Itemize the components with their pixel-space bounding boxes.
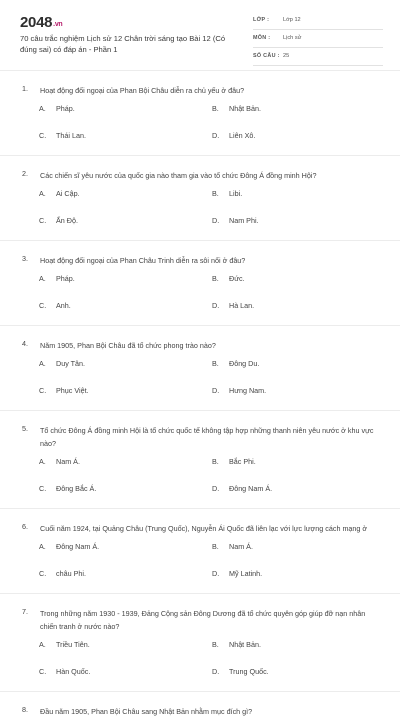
option-text: Nam Á. [56, 457, 80, 466]
option-letter: C. [39, 484, 47, 493]
question-item [0, 155, 400, 240]
question-head [0, 254, 400, 267]
option-text: Bắc Phi. [229, 457, 256, 466]
answer-option[interactable] [212, 274, 245, 283]
option-text: Đức. [229, 274, 245, 283]
answer-option[interactable] [39, 189, 80, 198]
meta-row-count [253, 50, 383, 66]
option-letter: A. [39, 542, 46, 551]
question-head [0, 522, 400, 535]
question-head [0, 424, 400, 450]
question-text: Cuối năm 1924, tại Quảng Châu (Trung Quốc), Nguyễn Ái Quốc đã liên lạc với lực lượng cách mạng ở [40, 524, 368, 533]
meta-label: LỚP : [253, 17, 270, 23]
question-item [0, 508, 400, 593]
answer-option[interactable] [39, 457, 80, 466]
option-letter: A. [39, 274, 46, 283]
option-letter: B. [212, 457, 219, 466]
option-text: Pháp. [56, 104, 75, 113]
question-text: Đầu năm 1905, Phan Bội Châu sang Nhật Bản nhằm mục đích gì? [40, 707, 253, 716]
option-letter: C. [39, 131, 47, 140]
option-text: Đông Du. [229, 359, 260, 368]
option-text: Hàn Quốc. [56, 667, 91, 676]
document-header [0, 0, 400, 70]
meta-row-subject [253, 32, 383, 48]
option-text: Hà Lan. [229, 301, 255, 310]
question-number: 3. [22, 254, 28, 263]
logo-text: 2048 [20, 14, 53, 31]
option-text: Libi. [229, 189, 243, 198]
question-head [0, 607, 400, 633]
option-text: Pháp. [56, 274, 75, 283]
answer-option[interactable] [212, 640, 261, 649]
answer-option[interactable] [212, 484, 272, 493]
option-text: Hưng Nam. [229, 386, 267, 395]
option-text: Thái Lan. [56, 131, 86, 140]
answer-option[interactable] [39, 640, 90, 649]
document-title: 70 câu trắc nghiệm Lịch sử 12 Chân trời sáng tạo Bài 12 (Có đúng sai) có đáp án - Phần 1 [20, 34, 226, 54]
option-text: Đông Bắc Á. [56, 484, 97, 493]
option-letter: A. [39, 104, 46, 113]
question-text: Tổ chức Đông Á đồng minh Hội là tổ chức quốc tế không tập hợp những thanh niên yêu nước ở khu vực nào? [40, 426, 374, 448]
option-letter: A. [39, 457, 46, 466]
question-text: Hoạt động đối ngoại của Phan Bội Châu diễn ra chủ yếu ở đâu? [40, 86, 245, 95]
answer-option[interactable] [212, 359, 259, 368]
answer-options [0, 187, 400, 240]
question-item [0, 410, 400, 508]
answer-option[interactable] [39, 104, 75, 113]
logo-suffix: .vn [53, 21, 63, 28]
option-letter: B. [212, 640, 219, 649]
option-letter: C. [39, 216, 47, 225]
answer-option[interactable] [39, 386, 89, 395]
answer-option[interactable] [39, 542, 99, 551]
meta-info [253, 14, 383, 68]
answer-option[interactable] [39, 569, 86, 578]
meta-value: Lịch sử [283, 35, 302, 41]
option-letter: C. [39, 569, 47, 578]
answer-option[interactable] [39, 359, 85, 368]
question-text: Các chiến sĩ yêu nước của quốc gia nào tham gia vào tổ chức Đông Á đồng minh Hội? [40, 171, 317, 180]
option-letter: D. [212, 301, 220, 310]
meta-value: 25 [283, 53, 290, 59]
answer-option[interactable] [212, 386, 266, 395]
answer-option[interactable] [212, 104, 261, 113]
option-letter: C. [39, 301, 47, 310]
site-logo[interactable] [20, 14, 62, 31]
option-letter: D. [212, 484, 220, 493]
answer-option[interactable] [212, 216, 259, 225]
option-text: Mỹ Latinh. [229, 569, 263, 578]
question-text: Trong những năm 1930 - 1939, Đảng Cộng sản Đông Dương đã tổ chức quyên góp giúp đỡ nạn nhân chiến tranh ở nước nào? [40, 609, 366, 631]
option-letter: D. [212, 386, 220, 395]
answer-options [0, 102, 400, 155]
option-text: Nhật Bản. [229, 640, 261, 649]
option-text: Phục Việt. [56, 386, 89, 395]
answer-option[interactable] [39, 274, 75, 283]
answer-option[interactable] [212, 542, 253, 551]
option-text: Nam Á. [229, 542, 253, 551]
answer-options [0, 540, 400, 593]
question-number: 6. [22, 522, 28, 531]
answer-options [0, 272, 400, 325]
question-head [0, 339, 400, 352]
answer-option[interactable] [39, 131, 86, 140]
question-number: 4. [22, 339, 28, 348]
answer-options [0, 455, 400, 508]
option-letter: B. [212, 104, 219, 113]
option-letter: B. [212, 359, 219, 368]
option-text: Liên Xô. [229, 131, 256, 140]
question-number: 1. [22, 84, 28, 93]
option-letter: A. [39, 640, 46, 649]
answer-option[interactable] [212, 131, 255, 140]
option-text: Trung Quốc. [229, 667, 269, 676]
option-text: Nam Phi. [229, 216, 259, 225]
option-text: Ấn Độ. [56, 216, 78, 225]
meta-value: Lớp 12 [283, 17, 301, 23]
option-letter: A. [39, 189, 46, 198]
option-letter: D. [212, 131, 220, 140]
question-item [0, 325, 400, 410]
question-head [0, 84, 400, 97]
answer-option[interactable] [212, 189, 242, 198]
meta-label: SỐ CÂU : [253, 53, 280, 59]
question-item [0, 691, 400, 718]
question-number: 5. [22, 424, 28, 433]
question-head [0, 169, 400, 182]
answer-option[interactable] [39, 301, 71, 310]
option-text: Đông Nam Á. [229, 484, 273, 493]
option-text: Triều Tiên. [56, 640, 90, 649]
option-letter: C. [39, 386, 47, 395]
option-letter: D. [212, 569, 220, 578]
option-letter: B. [212, 274, 219, 283]
question-head [0, 705, 400, 718]
answer-option[interactable] [212, 457, 256, 466]
question-number: 8. [22, 705, 28, 714]
option-letter: D. [212, 216, 220, 225]
option-text: Duy Tân. [56, 359, 86, 368]
option-letter: B. [212, 189, 219, 198]
option-text: Ai Cập. [56, 189, 80, 198]
meta-row-class [253, 14, 383, 30]
question-number: 7. [22, 607, 28, 616]
option-text: châu Phi. [56, 569, 86, 578]
option-text: Đông Nam Á. [56, 542, 100, 551]
question-number: 2. [22, 169, 28, 178]
answer-option[interactable] [39, 484, 96, 493]
meta-label: MÔN : [253, 35, 271, 41]
question-text: Hoạt động đối ngoại của Phan Châu Trinh diễn ra sôi nổi ở đâu? [40, 256, 246, 265]
option-letter: C. [39, 667, 47, 676]
answer-option[interactable] [212, 667, 269, 676]
option-letter: B. [212, 542, 219, 551]
question-item [0, 593, 400, 691]
answer-options [0, 638, 400, 691]
question-text: Năm 1905, Phan Bội Châu đã tổ chức phong trào nào? [40, 341, 216, 350]
answer-option[interactable] [39, 667, 90, 676]
question-item [0, 70, 400, 155]
question-list [0, 70, 400, 718]
answer-options [0, 357, 400, 410]
answer-option[interactable] [212, 301, 254, 310]
option-text: Nhật Bản. [229, 104, 261, 113]
question-item [0, 240, 400, 325]
answer-option[interactable] [212, 569, 262, 578]
answer-option[interactable] [39, 216, 78, 225]
option-letter: A. [39, 359, 46, 368]
option-letter: D. [212, 667, 220, 676]
option-text: Anh. [56, 301, 71, 310]
